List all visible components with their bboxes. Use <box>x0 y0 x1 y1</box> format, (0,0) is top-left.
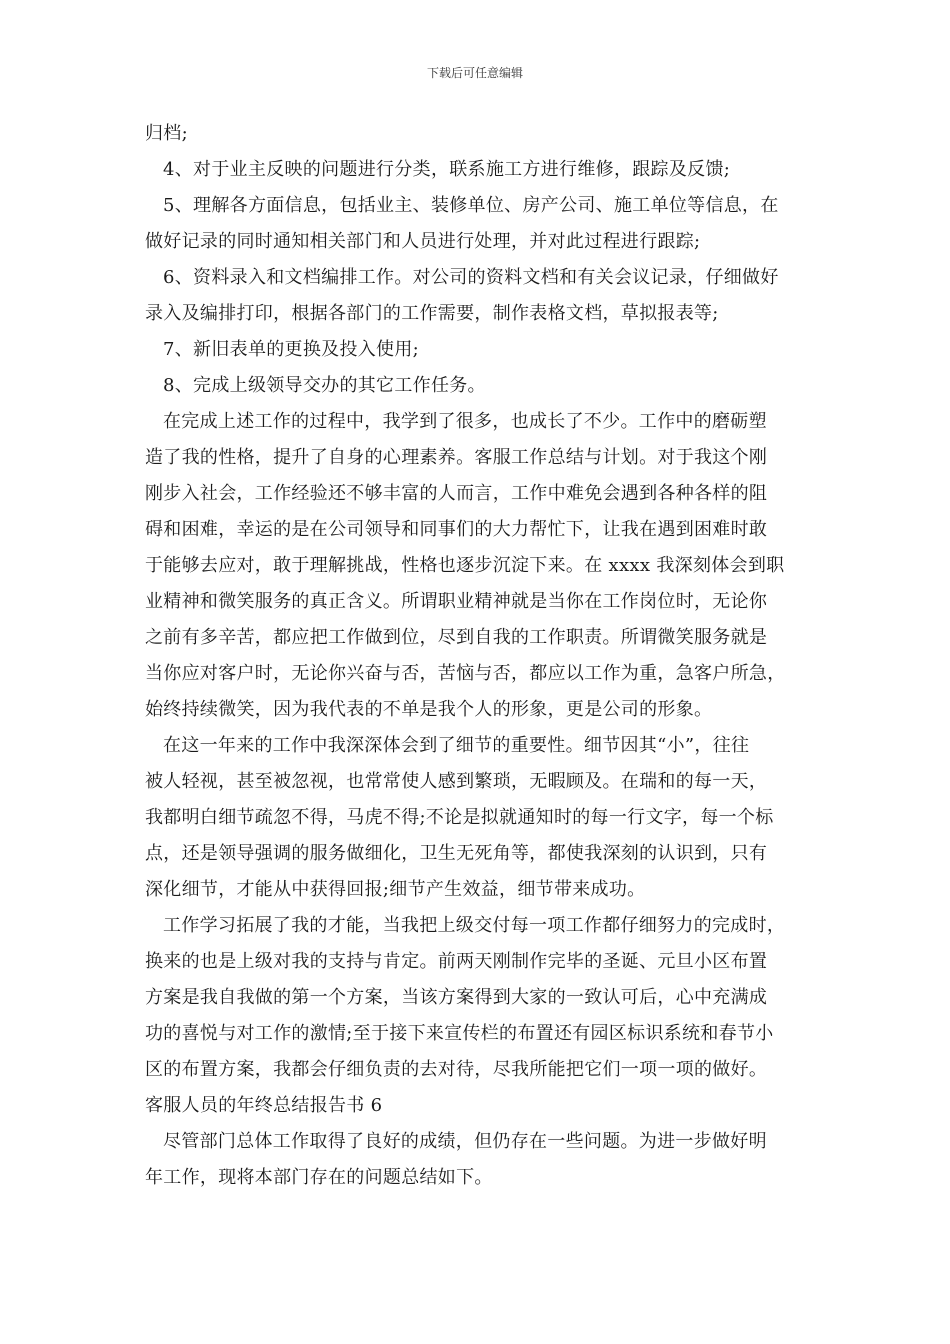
text-line: 深化细节，才能从中获得回报;细节产生效益，细节带来成功。 <box>145 879 646 900</box>
text-line: 刚步入社会，工作经验还不够丰富的人而言，工作中难免会遇到各种各样的阻 <box>145 483 768 504</box>
text-line: 尽管部门总体工作取得了良好的成绩，但仍存在一些问题。为进一步做好明 <box>163 1131 767 1152</box>
text-line: 当你应对客户时，无论你兴奋与否，苦恼与否，都应以工作为重，急客户所急， <box>145 663 786 684</box>
text-line: 被人轻视，甚至被忽视，也常常使人感到繁琐，无暇顾及。在瑞和的每一天， <box>145 771 768 792</box>
text-line: 在这一年来的工作中我深深体会到了细节的重要性。细节因其“小”，往往 <box>163 735 750 756</box>
text-line: 在完成上述工作的过程中，我学到了很多，也成长了不少。工作中的磨砺塑 <box>163 411 767 432</box>
text-line: 业精神和微笑服务的真正含义。所谓职业精神就是当你在工作岗位时，无论你 <box>145 591 768 612</box>
text-line: 年工作，现将本部门存在的问题总结如下。 <box>145 1167 493 1188</box>
text-line: 录入及编排打印，根据各部门的工作需要，制作表格文档，草拟报表等; <box>145 303 719 324</box>
text-line: 之前有多辛苦，都应把工作做到位，尽到自我的工作职责。所谓微笑服务就是 <box>145 627 768 648</box>
text-line: 换来的也是上级对我的支持与肯定。前两天刚制作完毕的圣诞、元旦小区布置 <box>145 951 768 972</box>
text-line: 6、资料录入和文档编排工作。对公司的资料文档和有关会议记录，仔细做好 <box>163 267 779 288</box>
text-line: 造了我的性格，提升了自身的心理素养。客服工作总结与计划。对于我这个刚 <box>145 447 768 468</box>
text-line: 5、理解各方面信息，包括业主、装修单位、房产公司、施工单位等信息，在 <box>163 195 779 216</box>
text-line: 点，还是领导强调的服务做细化，卫生无死角等，都使我深刻的认识到，只有 <box>145 843 768 864</box>
text-line: 我都明白细节疏忽不得，马虎不得;不论是拟就通知时的每一行文字，每一个标 <box>145 807 774 828</box>
text-line: 4、对于业主反映的问题进行分类，联系施工方进行维修，跟踪及反馈; <box>163 159 731 180</box>
text-line: 功的喜悦与对工作的激情;至于接下来宣传栏的布置还有园区标识系统和春节小 <box>145 1023 774 1044</box>
text-line: 归档; <box>145 123 188 144</box>
text-line: 做好记录的同时通知相关部门和人员进行处理，并对此过程进行跟踪; <box>145 231 701 252</box>
text-line: 方案是我自我做的第一个方案，当该方案得到大家的一致认可后，心中充满成 <box>145 987 768 1008</box>
text-line: 7、新旧表单的更换及投入使用; <box>163 339 420 360</box>
text-line: 8、完成上级领导交办的其它工作任务。 <box>163 375 486 396</box>
text-line: 始终持续微笑，因为我代表的不单是我个人的形象，更是公司的形象。 <box>145 699 713 720</box>
text-line: 工作学习拓展了我的才能，当我把上级交付每一项工作都仔细努力的完成时， <box>163 915 786 936</box>
text-line: 客服人员的年终总结报告书 6 <box>145 1095 383 1116</box>
text-line: 于能够去应对，敢于理解挑战，性格也逐步沉淀下来。在 xxxx 我深刻体会到职 <box>145 555 785 576</box>
text-line: 区的布置方案，我都会仔细负责的去对待，尽我所能把它们一项一项的做好。 <box>145 1059 768 1080</box>
page-header: 下载后可任意编辑 <box>426 66 523 80</box>
text-line: 碍和困难，幸运的是在公司领导和同事们的大力帮忙下，让我在遇到困难时敢 <box>145 519 768 540</box>
document-body <box>145 116 817 1196</box>
